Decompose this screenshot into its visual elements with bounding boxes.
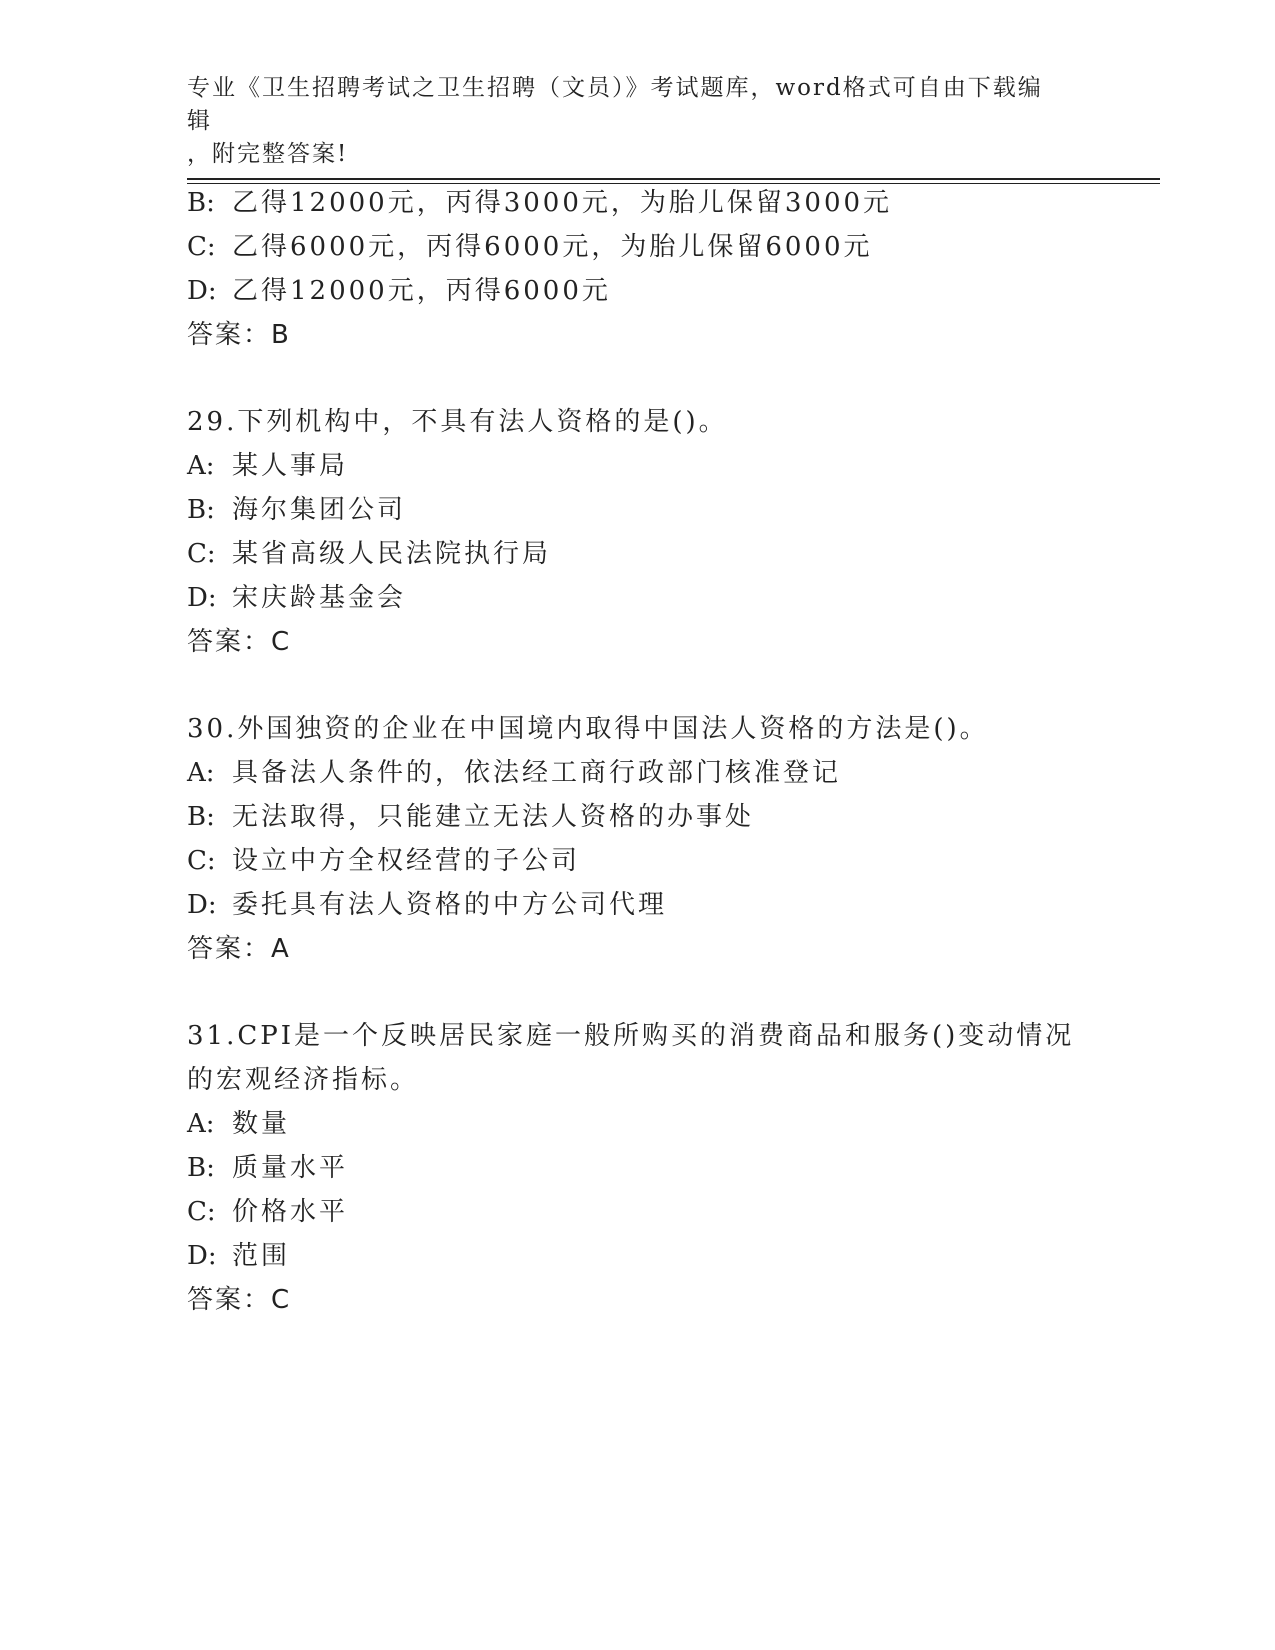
option-text: 宋庆龄基金会 [232, 583, 407, 613]
option-b: B: 质量水平 [187, 1153, 349, 1183]
header-divider-thick [187, 178, 1160, 180]
question-stem: 31.CPI是一个反映居民家庭一般所购买的消费商品和服务()变动情况 [187, 1021, 1075, 1051]
option-c: C: 设立中方全权经营的子公司 [187, 846, 581, 876]
option-text: 某省高级人民法院执行局 [232, 539, 552, 569]
option-d: D: 委托具有法人资格的中方公司代理 [187, 890, 668, 920]
option-c: C: 价格水平 [187, 1197, 349, 1227]
option-d: D: 乙得12000元，丙得6000元 [187, 276, 611, 306]
answer: 答案：C [187, 1285, 292, 1315]
option-text: 无法取得，只能建立无法人资格的办事处 [232, 802, 755, 832]
option-text: 价格水平 [232, 1197, 349, 1227]
header-divider-thin [187, 183, 1160, 184]
option-b: B: 海尔集团公司 [187, 495, 407, 525]
option-c: C: 某省高级人民法院执行局 [187, 539, 552, 569]
option-text: 设立中方全权经营的子公司 [232, 846, 581, 876]
document-header [187, 72, 1067, 171]
option-text: 海尔集团公司 [232, 495, 407, 525]
answer: 答案：B [187, 320, 291, 350]
option-text: 委托具有法人资格的中方公司代理 [232, 890, 668, 920]
option-b: B: 无法取得，只能建立无法人资格的办事处 [187, 802, 755, 832]
option-d: D: 宋庆龄基金会 [187, 583, 407, 613]
option-text: 范围 [232, 1241, 291, 1271]
option-b: B: 乙得12000元，丙得3000元，为胎儿保留3000元 [187, 188, 893, 218]
option-a: A: 数量 [187, 1109, 291, 1139]
option-d: D: 范围 [187, 1241, 291, 1271]
option-text: 某人事局 [232, 451, 349, 481]
option-text: 乙得6000元，丙得6000元，为胎儿保留6000元 [232, 232, 873, 262]
option-a: A: 某人事局 [187, 451, 349, 481]
option-text: 乙得12000元，丙得6000元 [232, 276, 611, 306]
option-text: 具备法人条件的，依法经工商行政部门核准登记 [232, 758, 842, 788]
question-stem-continued: 的宏观经济指标。 [187, 1065, 420, 1095]
question-stem: 29.下列机构中，不具有法人资格的是()。 [187, 407, 728, 437]
question-stem: 30.外国独资的企业在中国境内取得中国法人资格的方法是()。 [187, 714, 989, 744]
option-c: C: 乙得6000元，丙得6000元，为胎儿保留6000元 [187, 232, 873, 262]
option-text: 质量水平 [232, 1153, 349, 1183]
option-text: 数量 [232, 1109, 291, 1139]
answer: 答案：A [187, 934, 291, 964]
option-a: A: 具备法人条件的，依法经工商行政部门核准登记 [187, 758, 842, 788]
header-line-1: 专业《卫生招聘考试之卫生招聘（文员）》考试题库，word格式可自由下载编辑 [187, 75, 1043, 134]
header-line-2: ，附完整答案! [187, 141, 349, 167]
option-text: 乙得12000元，丙得3000元，为胎儿保留3000元 [232, 188, 893, 218]
answer: 答案：C [187, 627, 292, 657]
